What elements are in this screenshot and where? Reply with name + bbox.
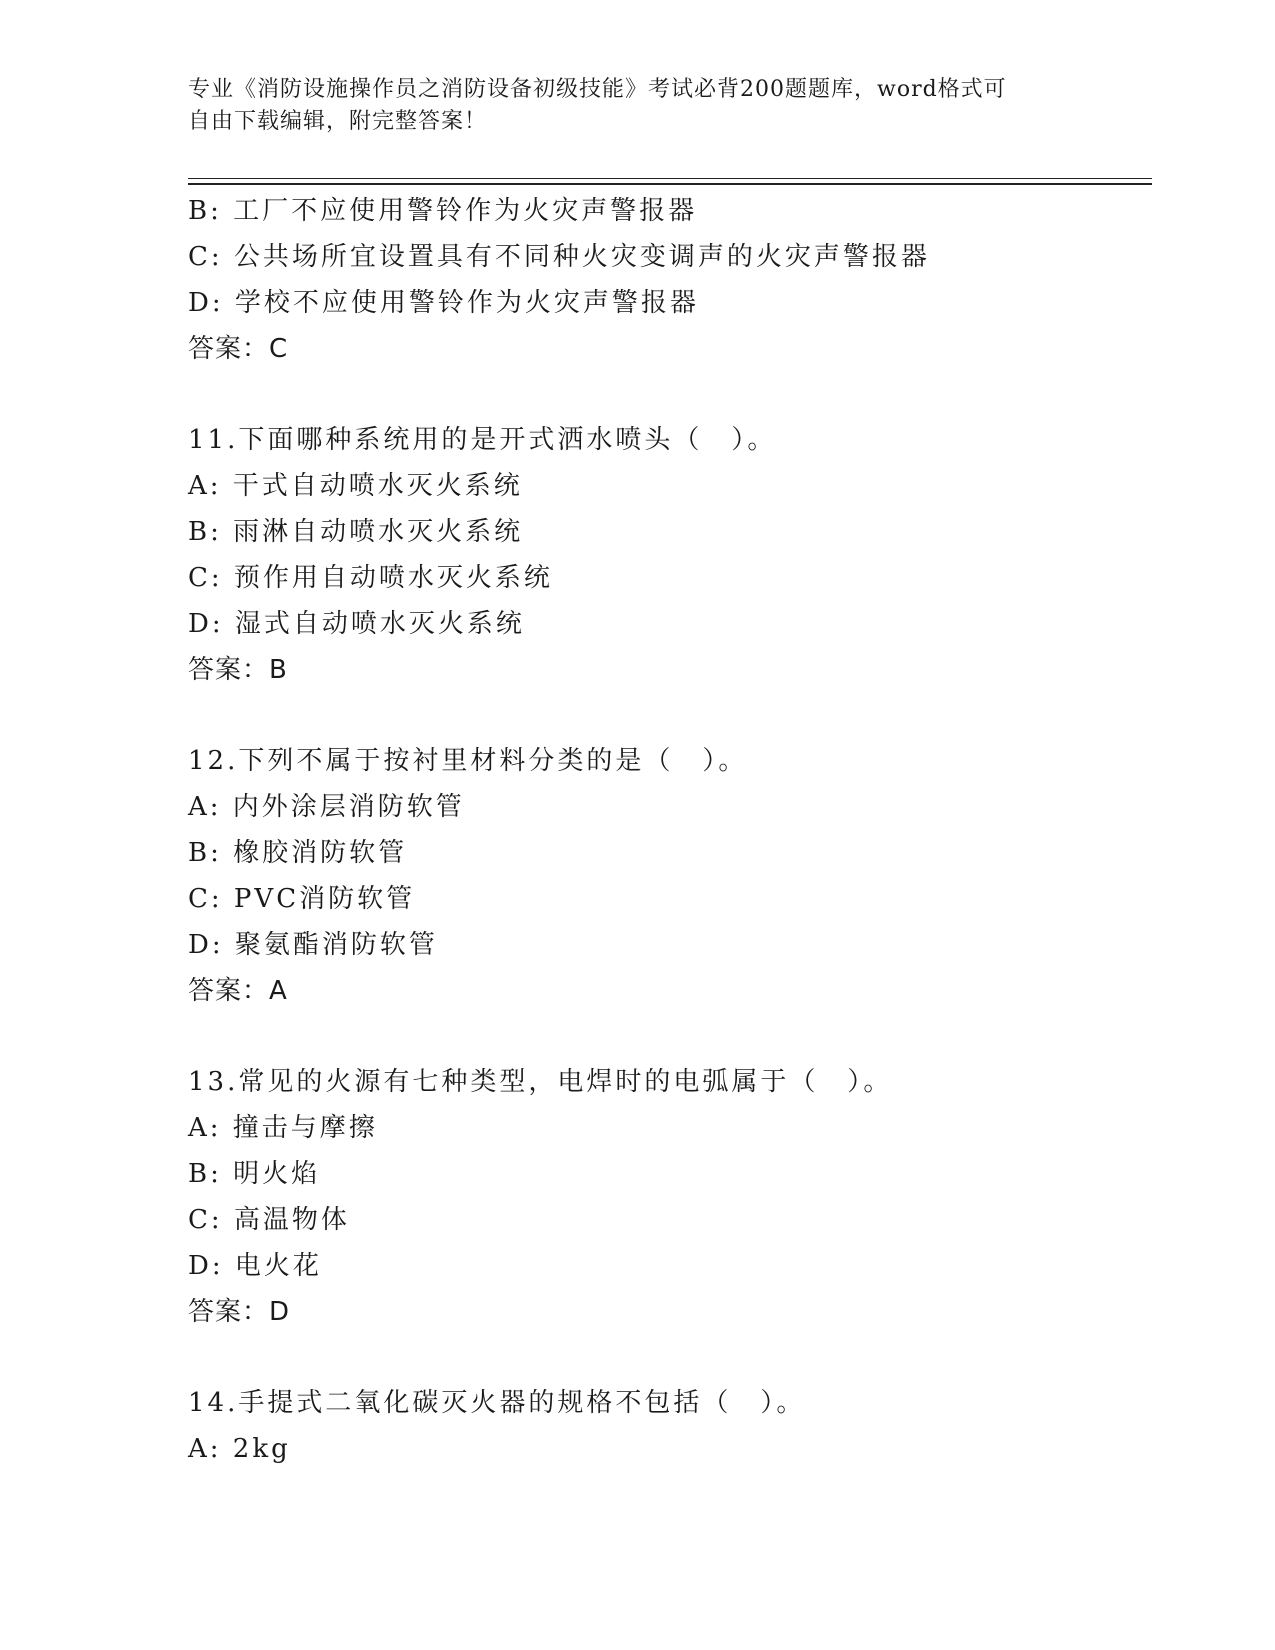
question-stem: 12.下列不属于按衬里材料分类的是（ ）。 (188, 746, 748, 776)
question-block-14 (188, 1380, 1152, 1472)
option-a: A: 内外涂层消防软管 (188, 792, 465, 822)
header-divider-thick (188, 183, 1152, 185)
option-c: C: 预作用自动喷水灭火系统 (188, 563, 553, 593)
header-divider-thin (188, 178, 1152, 179)
question-list (188, 188, 1152, 1472)
option-b: B: 明火焰 (188, 1159, 321, 1189)
answer-line: 答案：D (188, 1297, 291, 1327)
question-block-12 (188, 738, 1152, 1014)
question-stem: 13.常见的火源有七种类型，电焊时的电弧属于（ ）。 (188, 1067, 893, 1097)
header-line-1: 专业《消防设施操作员之消防设备初级技能》考试必背200题题库，word格式可 (188, 77, 1007, 102)
question-block-10-partial (188, 188, 1152, 372)
option-a: A: 干式自动喷水灭火系统 (188, 471, 523, 501)
option-a: A: 2kg (188, 1434, 291, 1464)
question-block-11 (188, 417, 1152, 693)
option-c: C: PVC消防软管 (188, 884, 416, 914)
answer-line: 答案：C (188, 334, 289, 364)
option-d: D: 湿式自动喷水灭火系统 (188, 609, 525, 639)
option-c: C: 高温物体 (188, 1205, 350, 1235)
header-line-2: 自由下载编辑，附完整答案！ (188, 109, 488, 134)
answer-line: 答案：B (188, 655, 288, 685)
answer-line: 答案：A (188, 976, 288, 1006)
option-c: C: 公共场所宜设置具有不同种火灾变调声的火灾声警报器 (188, 242, 930, 272)
question-stem: 14.手提式二氧化碳灭火器的规格不包括（ ）。 (188, 1388, 806, 1418)
option-d: D: 聚氨酯消防软管 (188, 930, 438, 960)
option-b: B: 工厂不应使用警铃作为火灾声警报器 (188, 196, 698, 226)
option-a: A: 撞击与摩擦 (188, 1113, 378, 1143)
option-b: B: 雨淋自动喷水灭火系统 (188, 517, 524, 547)
question-stem: 11.下面哪种系统用的是开式洒水喷头（ ）。 (188, 425, 777, 455)
question-block-13 (188, 1059, 1152, 1335)
document-header (188, 74, 1088, 138)
option-b: B: 橡胶消防软管 (188, 838, 408, 868)
option-d: D: 电火花 (188, 1251, 322, 1281)
option-d: D: 学校不应使用警铃作为火灾声警报器 (188, 288, 699, 318)
